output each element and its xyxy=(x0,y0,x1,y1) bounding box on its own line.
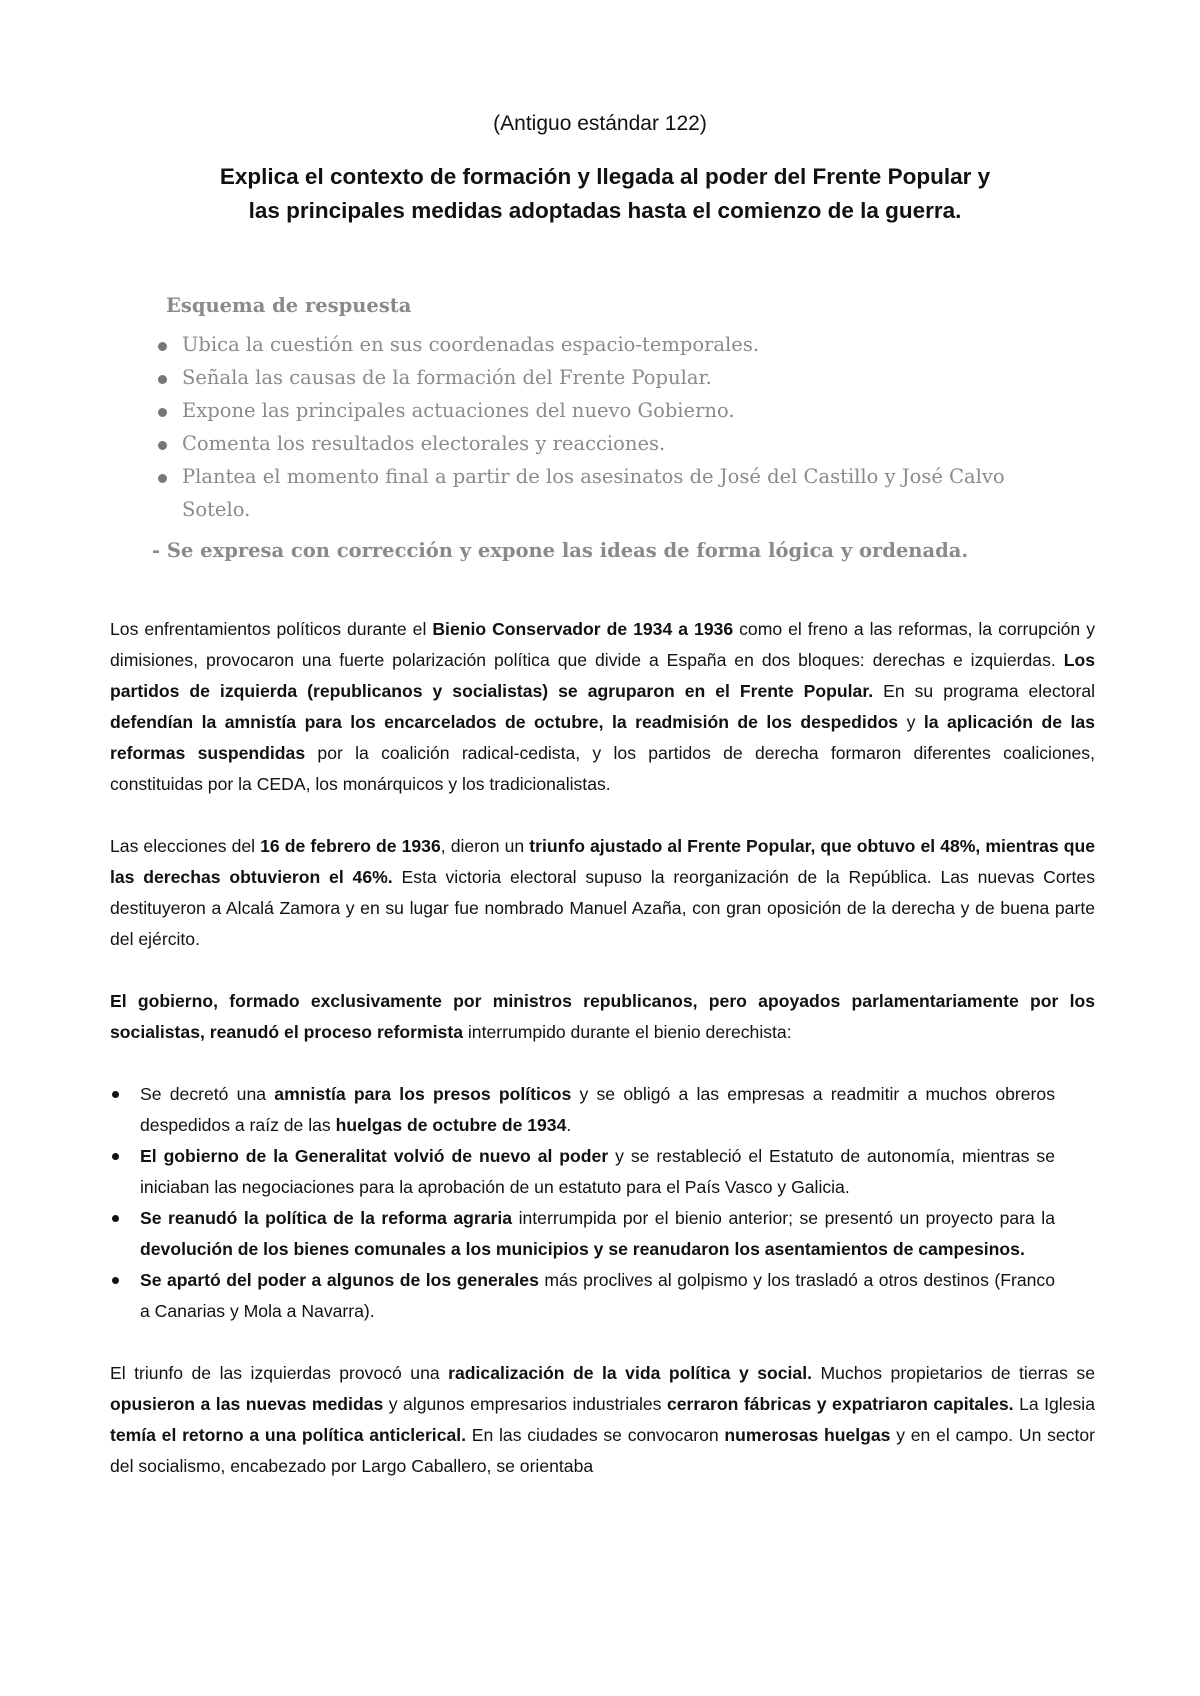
text-run: Las elecciones del xyxy=(110,836,261,856)
highlight-run: la aplicación de las reformas suspendidas xyxy=(110,712,1095,763)
highlight-run: temía el retorno a una política anticlerical. xyxy=(110,1425,467,1445)
text-run: . xyxy=(566,1115,572,1135)
highlight-run: triunfo ajustado al Frente Popular, que obtuvo el 48%, mientras que las derechas obtuvieron el 46%. xyxy=(110,836,1095,887)
scheme-item-text: Señala las causas de la formación del Frente Popular. xyxy=(182,366,712,389)
bullet-icon xyxy=(112,1215,119,1222)
answer-scheme-heading: Esquema de respuesta xyxy=(166,294,412,317)
bullet-icon xyxy=(158,408,167,417)
measure-item xyxy=(110,1203,1055,1265)
bullet-icon xyxy=(112,1091,119,1098)
paragraph-context xyxy=(110,614,1095,800)
answer-scheme-final-criterion: - Se expresa con corrección y expone las ideas de forma lógica y ordenada. xyxy=(152,539,969,562)
measures-list xyxy=(110,1079,1095,1327)
bullet-icon xyxy=(158,474,167,483)
text-run: Los enfrentamientos políticos durante el xyxy=(110,619,433,639)
text-run: En su programa electoral xyxy=(873,681,1096,701)
scheme-item xyxy=(152,394,1052,427)
highlight-run: El gobierno, formado exclusivamente por ministros republicanos, pero apoyados parlamentariamente por los socialistas, reanudó el proceso reformista xyxy=(110,991,1095,1042)
text-run: y se obligó a las empresas a readmitir a muchos obreros despedidos a raíz de las xyxy=(140,1084,1055,1135)
scheme-item-text: Plantea el momento final a partir de los asesinatos de José del Castillo y José Calvo Sotelo. xyxy=(182,465,1005,521)
scheme-item xyxy=(152,460,1052,526)
bullet-icon xyxy=(158,375,167,384)
answer-body xyxy=(110,614,1095,1513)
scheme-item xyxy=(152,427,1052,460)
highlight-run: amnistía para los presos políticos xyxy=(274,1084,572,1104)
text-run: como el freno a las reformas, la corrupción y dimisiones, provocaron una fuerte polarización política que divide a España en dos bloques: derechas e izquierdas. xyxy=(110,619,1095,670)
answer-scheme xyxy=(152,292,1052,568)
answer-scheme-list xyxy=(152,328,1052,526)
highlight-run: devolución de los bienes comunales a los municipios y se reanudaron los asentamientos de campesinos. xyxy=(140,1239,1025,1259)
bullet-icon xyxy=(112,1277,119,1284)
bullet-icon xyxy=(158,441,167,450)
highlight-run: 16 de febrero de 1936 xyxy=(260,836,441,856)
highlight-run: opusieron a las nuevas medidas xyxy=(110,1394,384,1414)
highlight-run: radicalización de la vida política y social. xyxy=(448,1363,812,1383)
text-run: Se decretó una xyxy=(140,1084,275,1104)
highlight-run: El gobierno de la Generalitat volvió de nuevo al poder xyxy=(140,1146,609,1166)
bullet-icon xyxy=(158,342,167,351)
text-run: más proclives al golpismo y los trasladó a otros destinos (Franco a Canarias y Mola a Navarra). xyxy=(140,1270,1055,1321)
standard-reference: (Antiguo estándar 122) xyxy=(493,112,707,135)
highlight-run: defendían la amnistía para los encarcelados de octubre, la readmisión de los despedidos xyxy=(110,712,899,732)
scheme-item xyxy=(152,361,1052,394)
highlight-run: Se apartó del poder a algunos de los generales xyxy=(140,1270,539,1290)
paragraph-government xyxy=(110,986,1095,1048)
measure-item xyxy=(110,1079,1055,1141)
paragraph-elections xyxy=(110,831,1095,955)
text-run: , dieron un xyxy=(440,836,530,856)
text-run: Esta victoria electoral supuso la reorganización de la República. Las nuevas Cortes destituyeron a Alcalá Zamora y en su lugar fue nombrado Manuel Azaña, con gran oposición de la derecha y de buena parte del ejército. xyxy=(110,867,1095,949)
text-run: En las ciudades se convocaron xyxy=(466,1425,725,1445)
text-run: El triunfo de las izquierdas provocó una xyxy=(110,1363,449,1383)
highlight-run: Los partidos de izquierda (republicanos y socialistas) se agruparon en el Frente Popular. xyxy=(110,650,1095,701)
question-title-line-1: Explica el contexto de formación y llegada al poder del Frente Popular y xyxy=(219,164,991,189)
highlight-run: cerraron fábricas y expatriaron capitales. xyxy=(666,1394,1014,1414)
text-run: La Iglesia xyxy=(1013,1394,1095,1414)
highlight-run: Bienio Conservador de 1934 a 1936 xyxy=(432,619,734,639)
measure-item xyxy=(110,1141,1055,1203)
bullet-icon xyxy=(112,1153,119,1160)
highlight-run: huelgas de octubre de 1934 xyxy=(335,1115,567,1135)
scheme-item-text: Ubica la cuestión en sus coordenadas espacio-temporales. xyxy=(182,333,760,356)
scheme-item-text: Comenta los resultados electorales y reacciones. xyxy=(182,432,666,455)
text-run: y algunos empresarios industriales xyxy=(383,1394,667,1414)
text-run: por la coalición radical-cedista, y los partidos de derecha formaron diferentes coaliciones, constituidas por la CEDA, los monárquicos y los tradicionalistas. xyxy=(110,743,1095,794)
highlight-run: numerosas huelgas xyxy=(724,1425,891,1445)
text-run: interrumpido durante el bienio derechista: xyxy=(462,1022,792,1042)
text-run: y xyxy=(898,712,924,732)
measure-item xyxy=(110,1265,1055,1327)
scheme-item xyxy=(152,328,1052,361)
highlight-run: Se reanudó la política de la reforma agraria xyxy=(140,1208,513,1228)
text-run: y se restableció el Estatuto de autonomía, mientras se iniciaban las negociaciones para la aprobación de un estatuto para el País Vasco y Galicia. xyxy=(140,1146,1055,1197)
text-run: interrumpida por el bienio anterior; se presentó un proyecto para la xyxy=(512,1208,1055,1228)
scheme-item-text: Expone las principales actuaciones del nuevo Gobierno. xyxy=(182,399,735,422)
text-run: Muchos propietarios de tierras se xyxy=(811,1363,1095,1383)
question-title xyxy=(190,160,1020,228)
paragraph-reactions xyxy=(110,1358,1095,1482)
text-run: y en el campo. Un sector del socialismo, encabezado por Largo Caballero, se orientaba xyxy=(110,1425,1095,1476)
question-title-line-2: las principales medidas adoptadas hasta el comienzo de la guerra. xyxy=(248,198,962,223)
